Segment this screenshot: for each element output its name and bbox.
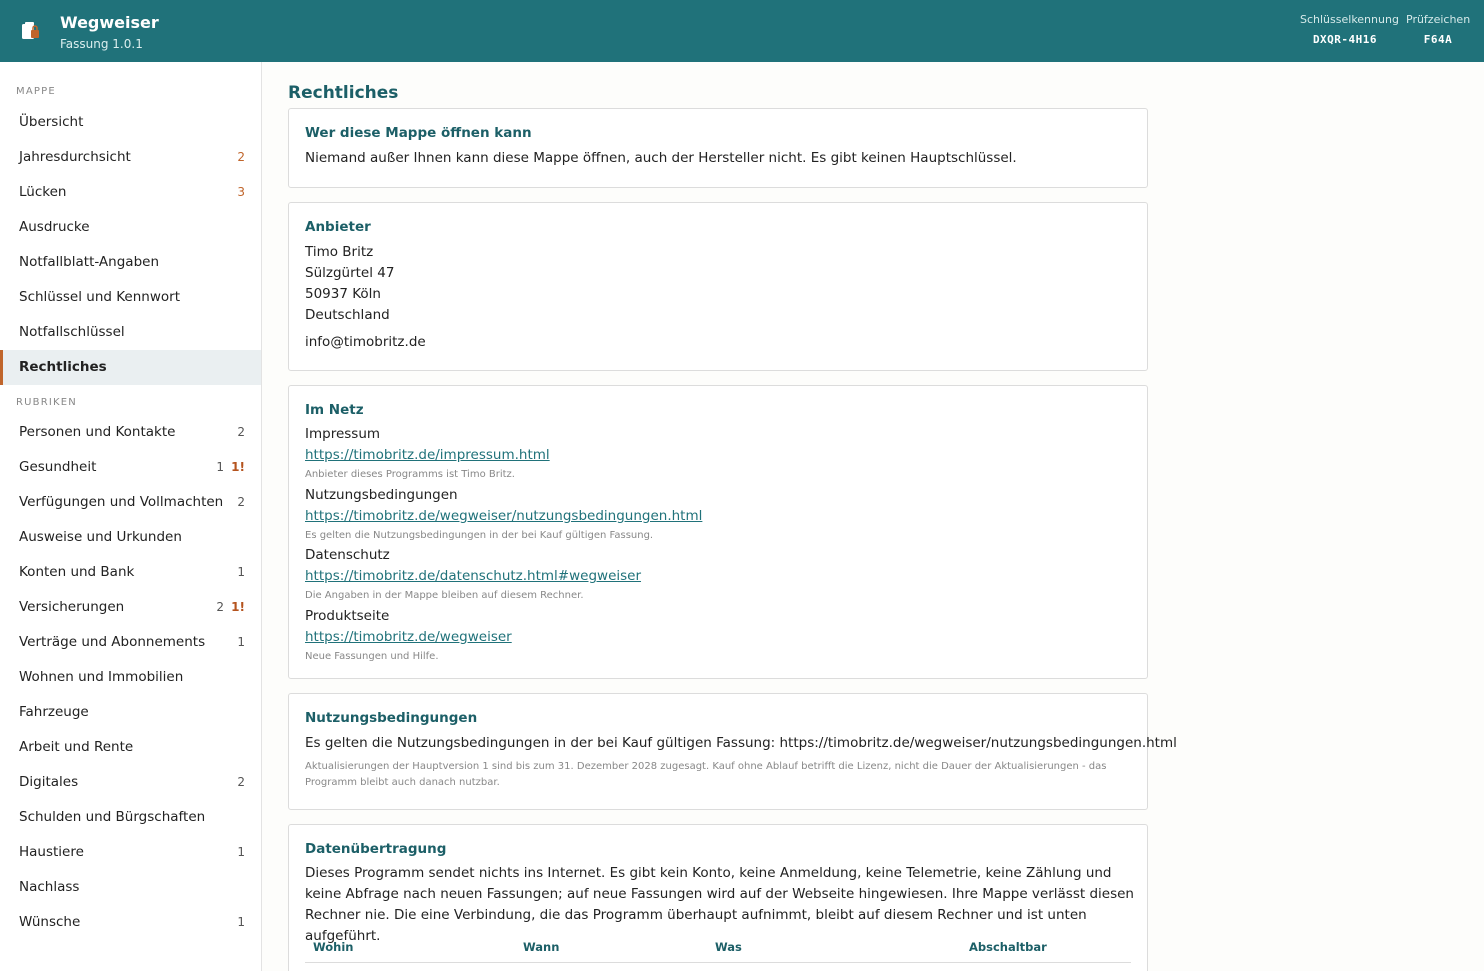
web-card [288, 385, 1148, 679]
sidebar-item-label: Wohnen und Immobilien [19, 669, 184, 685]
sidebar-item-count: 1 [237, 845, 245, 859]
web-item-label: Produktseite [305, 608, 390, 624]
sidebar-item-label: Notfallblatt-Angaben [19, 254, 159, 270]
web-item-label: Impressum [305, 426, 381, 442]
web-item-label: Nutzungsbedingungen [305, 487, 458, 503]
terms-heading: Nutzungsbedingungen [305, 710, 478, 726]
check-code-block [1406, 13, 1470, 46]
column-header-wann: Wann [523, 940, 560, 954]
access-text: Niemand außer Ihnen kann diese Mappe öffnen, auch der Hersteller nicht. Es gibt keinen Hauptschlüssel. [305, 150, 1017, 166]
app-version: Fassung 1.0.1 [60, 37, 143, 51]
sidebar-item-label: Rechtliches [19, 359, 107, 375]
table-header-divider [305, 962, 1131, 963]
sidebar-item-rechtliches[interactable] [0, 350, 261, 385]
sidebar-item-vertraege[interactable] [0, 625, 261, 660]
sidebar-item-alert: 1! [231, 460, 245, 474]
sidebar-item-label: Versicherungen [19, 599, 125, 615]
sidebar-item-wohnen[interactable] [0, 660, 261, 695]
sidebar-item-count: 1 [237, 635, 245, 649]
sidebar-item-notfallschluessel[interactable] [0, 315, 261, 350]
sidebar-item-konten[interactable] [0, 555, 261, 590]
sidebar-item-count: 1 [237, 565, 245, 579]
app-header [0, 0, 1484, 62]
sidebar-item-nachlass[interactable] [0, 870, 261, 905]
key-id-value: DXQR-4H16 [1312, 33, 1378, 46]
sidebar-item-label: Fahrzeuge [19, 704, 89, 720]
sidebar-item-label: Schlüssel und Kennwort [19, 289, 180, 305]
column-header-abschaltbar: Abschaltbar [969, 940, 1047, 954]
sidebar-item-notfallblatt[interactable] [0, 245, 261, 280]
sidebar-item-haustiere[interactable] [0, 835, 261, 870]
key-id-block [1300, 13, 1399, 46]
terms-text: Es gelten die Nutzungsbedingungen in der bei Kauf gültigen Fassung: https://timobritz.de/wegweiser/nutzungsbedingungen.html [305, 735, 1177, 751]
page-title: Rechtliches [288, 83, 399, 103]
sidebar-item-label: Notfallschlüssel [19, 324, 125, 340]
terms-link[interactable]: https://timobritz.de/wegweiser/nutzungsbedingungen.html [305, 508, 703, 524]
provider-city: 50937 Köln [305, 286, 381, 302]
sidebar-item-count: 2 [237, 425, 245, 439]
sidebar-item-label: Übersicht [19, 114, 84, 130]
provider-email: info@timobritz.de [305, 334, 426, 350]
product-link[interactable]: https://timobritz.de/wegweiser [305, 629, 512, 645]
sidebar-item-fahrzeuge[interactable] [0, 695, 261, 730]
main-content [262, 62, 1484, 971]
sidebar-item-wuensche[interactable] [0, 905, 261, 940]
sidebar-item-label: Gesundheit [19, 459, 97, 475]
sidebar-item-uebersicht[interactable] [0, 105, 261, 140]
sidebar-item-label: Ausdrucke [19, 219, 90, 235]
sidebar-item-digitales[interactable] [0, 765, 261, 800]
privacy-link[interactable]: https://timobritz.de/datenschutz.html#wegweiser [305, 568, 642, 584]
sidebar-item-label: Digitales [19, 774, 79, 790]
sidebar-item-verfuegungen[interactable] [0, 485, 261, 520]
sidebar-item-ausweise[interactable] [0, 520, 261, 555]
folder-lock-icon [20, 20, 42, 42]
transfer-heading: Datenübertragung [305, 841, 447, 857]
sidebar-item-count: 3 [237, 185, 245, 199]
sidebar-item-luecken[interactable] [0, 175, 261, 210]
provider-heading: Anbieter [305, 219, 371, 235]
sidebar-item-label: Verträge und Abonnements [19, 634, 206, 650]
access-heading: Wer diese Mappe öffnen kann [305, 125, 532, 141]
check-code-label: Prüfzeichen [1406, 13, 1471, 26]
provider-card [288, 202, 1148, 371]
provider-country: Deutschland [305, 307, 390, 323]
web-item-label: Datenschutz [305, 547, 390, 563]
web-item-note: Neue Fassungen und Hilfe. [305, 651, 439, 662]
key-id-label: Schlüsselkennung [1300, 13, 1399, 26]
web-item-note: Die Angaben in der Mappe bleiben auf diesem Rechner. [305, 590, 584, 601]
provider-street: Sülzgürtel 47 [305, 265, 395, 281]
sidebar-item-label: Wünsche [19, 914, 81, 930]
impressum-link[interactable]: https://timobritz.de/impressum.html [305, 447, 550, 463]
sidebar-item-label: Schulden und Bürgschaften [19, 809, 206, 825]
sidebar-item-count: 2 [237, 775, 245, 789]
sidebar-item-ausdrucke[interactable] [0, 210, 261, 245]
sidebar-section-rubriken: RUBRIKEN [16, 397, 77, 408]
sidebar-item-label: Nachlass [19, 879, 80, 895]
web-heading: Im Netz [305, 402, 364, 418]
sidebar [0, 62, 262, 971]
terms-card [288, 693, 1177, 810]
terms-note: Aktualisierungen der Hauptversion 1 sind bis zum 31. Dezember 2028 zugesagt. Kauf ohne Ablauf betrifft die Lizenz, nicht die Dauer der Aktualisierungen - das Programm bleibt auch danach nutzbar. [305, 761, 1107, 788]
sidebar-item-gesundheit[interactable] [0, 450, 261, 485]
sidebar-item-versicherungen[interactable] [0, 590, 261, 625]
sidebar-section-mappe: MAPPE [16, 86, 56, 97]
sidebar-item-schluessel[interactable] [0, 280, 261, 315]
transfer-card [288, 824, 1148, 971]
sidebar-item-arbeit[interactable] [0, 730, 261, 765]
check-code-value: F64A [1423, 33, 1453, 46]
sidebar-item-label: Haustiere [19, 844, 84, 860]
sidebar-item-label: Personen und Kontakte [19, 424, 176, 440]
sidebar-item-jahresdurchsicht[interactable] [0, 140, 261, 175]
column-header-was: Was [715, 940, 742, 954]
sidebar-item-personen[interactable] [0, 415, 261, 450]
sidebar-item-label: Ausweise und Urkunden [19, 529, 182, 545]
app-title: Wegweiser [60, 13, 159, 32]
sidebar-item-label: Arbeit und Rente [19, 739, 134, 755]
sidebar-item-alert: 1! [231, 600, 245, 614]
sidebar-item-count: 2 [237, 150, 245, 164]
sidebar-item-label: Verfügungen und Vollmachten [19, 494, 224, 510]
sidebar-item-count: 1 [216, 460, 224, 474]
sidebar-item-count: 1 [237, 915, 245, 929]
sidebar-item-count: 2 [216, 600, 224, 614]
sidebar-item-label: Konten und Bank [19, 564, 135, 580]
sidebar-item-label: Lücken [19, 184, 67, 200]
sidebar-item-label: Jahresdurchsicht [19, 149, 131, 165]
transfer-text: Dieses Programm sendet nichts ins Internet. Es gibt kein Konto, keine Anmeldung, keine Telemetrie, keine Zählung und keine Abfrage nach neuen Fassungen; auf neue Fassungen wird auf der Webseite hingewiesen. Ihre Mappe verlässt diesen Rechner nie. Die eine Verbindung, die das Programm überhaupt aufnimmt, bleibt auf diesem Rechner und ist unten aufgeführt. [305, 865, 1134, 944]
web-item-note: Es gelten die Nutzungsbedingungen in der bei Kauf gültigen Fassung. [305, 530, 654, 541]
web-item-note: Anbieter dieses Programms ist Timo Britz. [305, 469, 515, 480]
sidebar-item-count: 2 [237, 495, 245, 509]
sidebar-item-schulden[interactable] [0, 800, 261, 835]
access-card [288, 108, 1148, 188]
provider-name: Timo Britz [305, 244, 374, 260]
column-header-wohin: Wohin [313, 940, 354, 954]
